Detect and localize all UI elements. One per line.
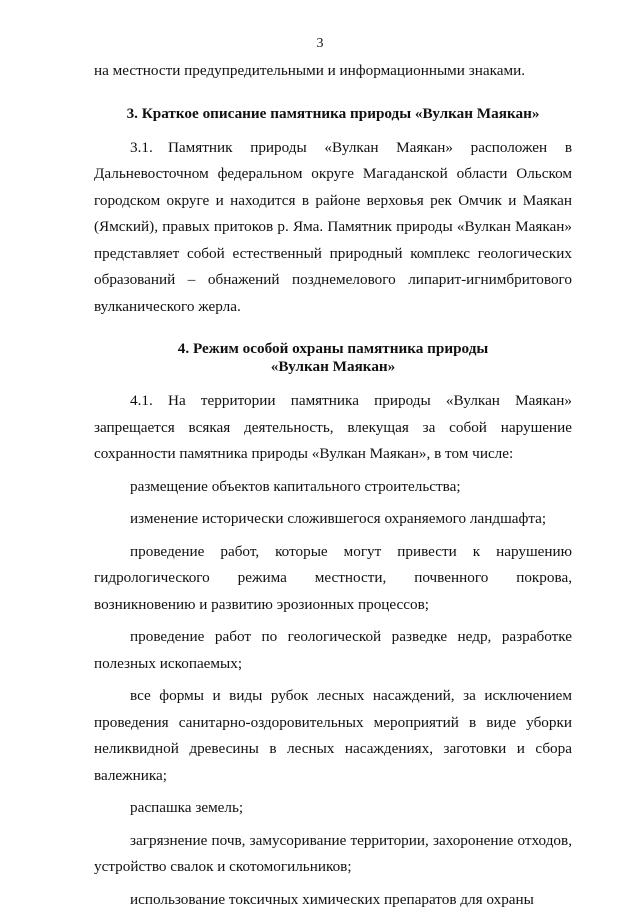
prohibition-item: проведение работ по геологической разведке недр, разработке полезных ископаемых; [94,624,572,677]
prohibition-item: размещение объектов капитального строительства; [94,474,572,501]
section-4-heading-line-1: 4. Режим особой охраны памятника природы [94,340,572,358]
section-4-paragraph: 4.1. На территории памятника природы «Вулкан Маякан» запрещается всякая деятельность, влекущая за собой нарушение сохранности памятника природы «Вулкан Маякан», в том числе: [94,388,572,468]
page-number: 3 [0,36,640,52]
prohibition-item: распашка земель; [94,795,572,822]
prohibition-item: изменение исторически сложившегося охраняемого ландшафта; [94,506,572,533]
section-3-heading: 3. Краткое описание памятника природы «Вулкан Маякан» [94,105,572,123]
section-4-heading [94,340,572,376]
section-4-heading-line-2: «Вулкан Маякан» [94,358,572,376]
section-3-paragraph: 3.1. Памятник природы «Вулкан Маякан» расположен в Дальневосточном федеральном округе Магаданской области Ольском городском округе и находится в районе верховья рек Омчик и Маякан (Ямский), правых притоков р. Яма. Памятник природы «Вулкан Маякан» представляет собой естественный природный комплекс геологических образований – обнажений позднемелового липарит-игнимбритового вулканического жерла. [94,135,572,321]
prohibition-item: использование токсичных химических препаратов для охраны [94,887,572,913]
prohibition-item: проведение работ, которые могут привести к нарушению гидрологического режима местности, почвенного покрова, возникновению и развитию эрозионных процессов; [94,539,572,619]
prohibition-item: все формы и виды рубок лесных насаждений, за исключением проведения санитарно-оздоровительных мероприятий в виде уборки неликвидной древесины в лесных насаждениях, заготовки и сбора валежника; [94,683,572,789]
document-body [94,58,572,913]
prohibition-item: загрязнение почв, замусоривание территории, захоронение отходов, устройство свалок и скотомогильников; [94,828,572,881]
intro-line: на местности предупредительными и информационными знаками. [94,58,572,85]
